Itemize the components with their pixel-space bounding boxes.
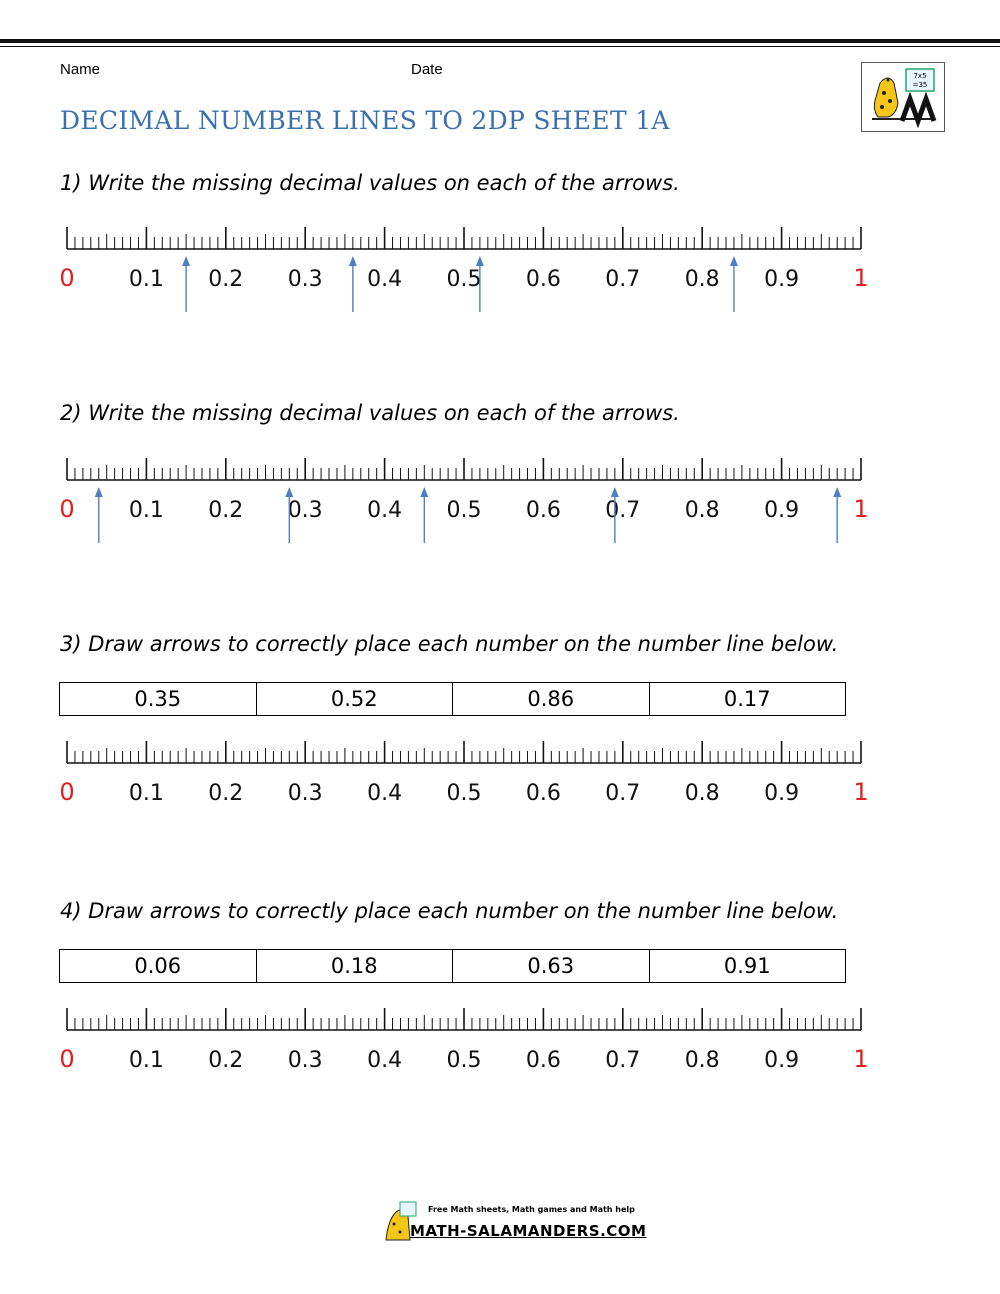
number-cell: 0.52 bbox=[257, 683, 454, 715]
tick-label: 0.9 bbox=[764, 1048, 800, 1073]
tick-label: 0.3 bbox=[287, 781, 323, 806]
tick-label: 0.1 bbox=[128, 781, 164, 806]
tick-label: 0.9 bbox=[764, 781, 800, 806]
label-start: 0 bbox=[59, 264, 75, 292]
arrow-head bbox=[833, 487, 841, 497]
logo-board-text: 7x5 bbox=[913, 72, 927, 80]
arrow-head bbox=[182, 256, 190, 266]
label-start: 0 bbox=[59, 778, 75, 806]
arrow-head bbox=[476, 256, 484, 266]
tick-label: 0.4 bbox=[367, 1048, 403, 1073]
tick-label: 0.2 bbox=[208, 781, 244, 806]
arrow-head bbox=[349, 256, 357, 266]
footer-site-link[interactable]: MATH-SALAMANDERS.COM bbox=[410, 1222, 647, 1240]
label-end: 1 bbox=[853, 264, 869, 292]
page-title: DECIMAL NUMBER LINES TO 2DP SHEET 1A bbox=[60, 106, 670, 135]
tick-label: 0.7 bbox=[605, 1048, 641, 1073]
label-end: 1 bbox=[853, 495, 869, 523]
tick-label: 0.4 bbox=[367, 498, 403, 523]
number-cell: 0.91 bbox=[723, 954, 771, 978]
label-end: 1 bbox=[853, 778, 869, 806]
number-cell: 0.35 bbox=[60, 683, 257, 715]
tick-label: 0.4 bbox=[367, 781, 403, 806]
tick-label: 0.3 bbox=[287, 1048, 323, 1073]
arrow-head bbox=[611, 487, 619, 497]
tick-label: 0.7 bbox=[605, 498, 641, 523]
tick-label: 0.1 bbox=[128, 498, 164, 523]
label-start: 0 bbox=[59, 1045, 75, 1073]
question-1-prompt: 1) Write the missing decimal values on each of the arrows. bbox=[60, 171, 680, 195]
svg-text:=35: =35 bbox=[912, 81, 928, 89]
tick-label: 0.2 bbox=[208, 1048, 244, 1073]
number-line-1 bbox=[0, 220, 1000, 340]
tick-label: 0.1 bbox=[128, 1048, 164, 1073]
tick-label: 0.6 bbox=[525, 267, 561, 292]
number-cell: 0.63 bbox=[453, 950, 650, 982]
arrow-head bbox=[730, 256, 738, 266]
label-start: 0 bbox=[59, 495, 75, 523]
question-3-prompt: 3) Draw arrows to correctly place each number on the number line below. bbox=[60, 632, 839, 656]
tick-label: 0.7 bbox=[605, 267, 641, 292]
tick-label: 0.4 bbox=[367, 267, 403, 292]
top-rule-thick bbox=[0, 39, 1000, 43]
number-line-4 bbox=[0, 1001, 1000, 1121]
arrow-head bbox=[420, 487, 428, 497]
tick-label: 0.8 bbox=[684, 498, 720, 523]
number-cell: 0.17 bbox=[723, 687, 771, 711]
tick-label: 0.5 bbox=[446, 1048, 482, 1073]
tick-label: 0.3 bbox=[287, 267, 323, 292]
top-rule-thin bbox=[0, 46, 1000, 47]
footer-tagline: Free Math sheets, Math games and Math help bbox=[428, 1205, 635, 1214]
question-2-prompt: 2) Write the missing decimal values on each of the arrows. bbox=[60, 401, 680, 425]
tick-label: 0.8 bbox=[684, 1048, 720, 1073]
tick-label: 0.7 bbox=[605, 781, 641, 806]
tick-label: 0.1 bbox=[128, 267, 164, 292]
tick-label: 0.5 bbox=[446, 498, 482, 523]
date-label: Date bbox=[411, 61, 443, 78]
tick-label: 0.6 bbox=[525, 781, 561, 806]
tick-label: 0.2 bbox=[208, 498, 244, 523]
tick-label: 0.8 bbox=[684, 781, 720, 806]
question-4-prompt: 4) Draw arrows to correctly place each number on the number line below. bbox=[60, 899, 839, 923]
question-4-number-table bbox=[59, 949, 846, 983]
salamander-logo bbox=[861, 62, 945, 132]
name-label: Name bbox=[60, 61, 101, 78]
number-cell: 0.86 bbox=[453, 683, 650, 715]
number-line-3 bbox=[0, 734, 1000, 854]
arrow-head bbox=[285, 487, 293, 497]
tick-label: 0.6 bbox=[525, 1048, 561, 1073]
tick-label: 0.6 bbox=[525, 498, 561, 523]
tick-label: 0.2 bbox=[208, 267, 244, 292]
question-3-number-table bbox=[59, 682, 846, 716]
tick-label: 0.8 bbox=[684, 267, 720, 292]
tick-label: 0.9 bbox=[764, 498, 800, 523]
number-cell: 0.18 bbox=[257, 950, 454, 982]
arrow-head bbox=[95, 487, 103, 497]
tick-label: 0.3 bbox=[287, 498, 323, 523]
number-line-2 bbox=[0, 451, 1000, 571]
tick-label: 0.5 bbox=[446, 267, 482, 292]
label-end: 1 bbox=[853, 1045, 869, 1073]
tick-label: 0.5 bbox=[446, 781, 482, 806]
tick-label: 0.9 bbox=[764, 267, 800, 292]
number-cell: 0.06 bbox=[60, 950, 257, 982]
